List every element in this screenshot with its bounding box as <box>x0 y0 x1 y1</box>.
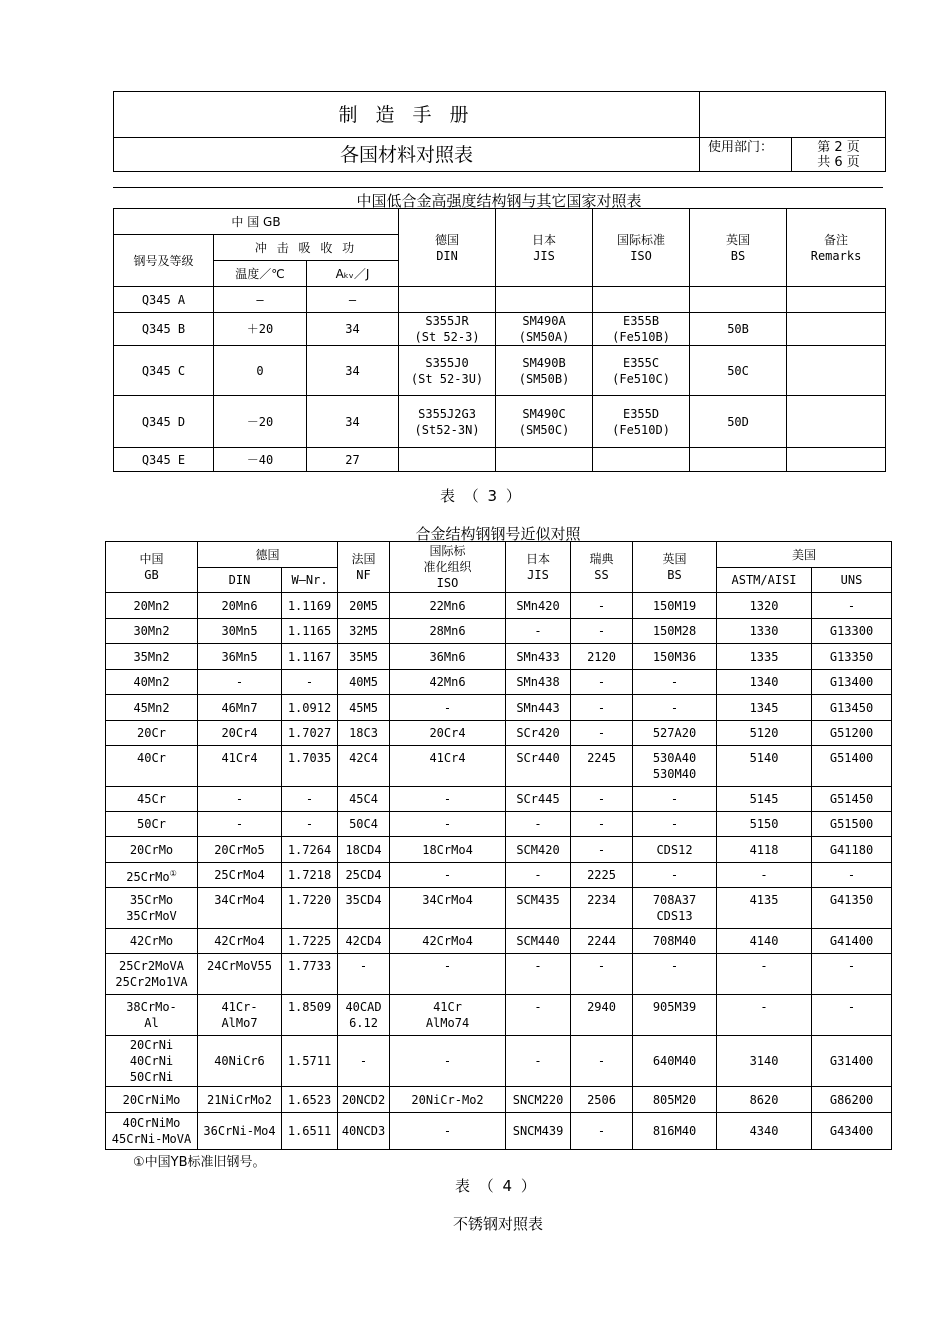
header-akv: Aₖᵥ／J <box>307 261 399 287</box>
footnote-marker: ① <box>169 868 177 878</box>
cell-uns: G31400 <box>812 1036 892 1087</box>
cell-uns: G13350 <box>812 644 892 670</box>
cell-iso: - <box>390 863 506 888</box>
cell-nf: 50C4 <box>338 812 390 837</box>
cell-bs: 50B <box>690 313 787 346</box>
cell-iso: - <box>390 1036 506 1087</box>
cell-w: 1.7027 <box>282 721 338 746</box>
cell-bs: 50C <box>690 346 787 396</box>
cell-ss: - <box>571 721 633 746</box>
table-row <box>106 593 892 619</box>
cell-gb: 42CrMo <box>106 929 198 954</box>
cell-ss: - <box>571 812 633 837</box>
cell-nf: 35M5 <box>338 644 390 670</box>
cell-iso: E355C (Fe510C) <box>593 346 690 396</box>
header-china-gb: 中 国 GB <box>114 209 399 235</box>
department-label: 使用部门： <box>700 138 792 172</box>
cell-temp: 0 <box>214 346 307 396</box>
cell-gb: 25CrMo① <box>106 863 198 888</box>
table-row <box>114 313 886 346</box>
cell-gb: 35Mn2 <box>106 644 198 670</box>
cell-bs: 905M39 <box>633 995 717 1036</box>
header-japan: 日本 JIS <box>506 542 571 593</box>
cell-uns: G13450 <box>812 695 892 721</box>
cell-bs <box>690 448 787 472</box>
cell-temp: ＋20 <box>214 313 307 346</box>
cell-din: S355J0 (St 52-3U) <box>399 346 496 396</box>
cell-w: 1.0912 <box>282 695 338 721</box>
header-astm: ASTM/AISI <box>717 568 812 593</box>
table-row <box>106 670 892 695</box>
cell-grade: Q345 D <box>114 396 214 448</box>
cell-ss: 2120 <box>571 644 633 670</box>
cell-din: 40NiCr6 <box>198 1036 282 1087</box>
cell-ss: 2225 <box>571 863 633 888</box>
cell-nf: 40M5 <box>338 670 390 695</box>
cell-nf: 25CD4 <box>338 863 390 888</box>
cell-jis: SCM440 <box>506 929 571 954</box>
table4-caption: 合金结构钢钢号近似对照 <box>415 525 581 543</box>
cell-jis: SMn443 <box>506 695 571 721</box>
cell-bs: 816M40 <box>633 1113 717 1150</box>
cell-ss: - <box>571 1036 633 1087</box>
cell-astm: 4340 <box>717 1113 812 1150</box>
cell-din: 30Mn5 <box>198 619 282 644</box>
cell-uns: G41400 <box>812 929 892 954</box>
cell-gb: 40Mn2 <box>106 670 198 695</box>
table-row <box>106 1087 892 1113</box>
header-rule <box>113 187 883 188</box>
cell-bs: 150M36 <box>633 644 717 670</box>
table-row <box>106 787 892 812</box>
header-uk: 英国 BS <box>633 542 717 593</box>
cell-jis: SNCM220 <box>506 1087 571 1113</box>
cell-grade: Q345 A <box>114 287 214 313</box>
cell-rem <box>787 448 886 472</box>
cell-w: - <box>282 670 338 695</box>
cell-din <box>399 287 496 313</box>
cell-jis: - <box>506 1036 571 1087</box>
cell-astm: 1330 <box>717 619 812 644</box>
cell-ss: - <box>571 954 633 995</box>
cell-bs: 530A40 530M40 <box>633 746 717 787</box>
table-row <box>114 287 886 313</box>
cell-bs: 708M40 <box>633 929 717 954</box>
header-uns: UNS <box>812 568 892 593</box>
document-header <box>113 91 886 172</box>
header-usa: 美国 <box>717 542 892 568</box>
cell-jis: SCr420 <box>506 721 571 746</box>
cell-din: 25CrMo4 <box>198 863 282 888</box>
cell-jis: SCr440 <box>506 746 571 787</box>
cell-astm: 4140 <box>717 929 812 954</box>
table-row <box>114 396 886 448</box>
cell-w: - <box>282 812 338 837</box>
cell-din <box>399 448 496 472</box>
cell-din: 36CrNi-Mo4 <box>198 1113 282 1150</box>
cell-gb: 20CrNi 40CrNi 50CrNi <box>106 1036 198 1087</box>
cell-w: 1.6523 <box>282 1087 338 1113</box>
table-row <box>106 888 892 929</box>
cell-jis: SCM435 <box>506 888 571 929</box>
cell-uns: G51200 <box>812 721 892 746</box>
cell-nf: - <box>338 954 390 995</box>
table-row <box>106 812 892 837</box>
cell-grade: Q345 E <box>114 448 214 472</box>
cell-din: - <box>198 670 282 695</box>
cell-jis: - <box>506 954 571 995</box>
cell-w: 1.7225 <box>282 929 338 954</box>
cell-bs: 640M40 <box>633 1036 717 1087</box>
cell-iso: E355B (Fe510B) <box>593 313 690 346</box>
cell-grade: Q345 C <box>114 346 214 396</box>
cell-nf: 45C4 <box>338 787 390 812</box>
cell-uns: G86200 <box>812 1087 892 1113</box>
cell-grade: Q345 B <box>114 313 214 346</box>
table-row <box>106 1036 892 1087</box>
header-sweden: 瑞典 SS <box>571 542 633 593</box>
cell-astm: 3140 <box>717 1036 812 1087</box>
header-temp: 温度／℃ <box>214 261 307 287</box>
table-row <box>106 746 892 787</box>
cell-astm: 1320 <box>717 593 812 619</box>
cell-bs: - <box>633 954 717 995</box>
cell-iso: 41Cr AlMo74 <box>390 995 506 1036</box>
table-row <box>106 721 892 746</box>
table-row <box>106 837 892 863</box>
cell-astm: 5150 <box>717 812 812 837</box>
table4-label: 表 （ 4 ） <box>455 1177 538 1195</box>
cell-jis: - <box>506 863 571 888</box>
cell-uns: - <box>812 995 892 1036</box>
cell-uns: G41180 <box>812 837 892 863</box>
table3 <box>113 208 886 472</box>
cell-bs: 708A37 CDS13 <box>633 888 717 929</box>
cell-din: S355J2G3 (St52-3N) <box>399 396 496 448</box>
cell-nf: - <box>338 1036 390 1087</box>
cell-nf: 40NCD3 <box>338 1113 390 1150</box>
cell-uns: - <box>812 954 892 995</box>
cell-jis: - <box>506 619 571 644</box>
cell-astm: 5140 <box>717 746 812 787</box>
header-germany: 德国 <box>198 542 338 568</box>
cell-bs: CDS12 <box>633 837 717 863</box>
cell-ss: - <box>571 837 633 863</box>
header-remarks: 备注 Remarks <box>787 209 886 287</box>
cell-bs: 527A20 <box>633 721 717 746</box>
cell-rem <box>787 287 886 313</box>
cell-nf: 40CAD 6.12 <box>338 995 390 1036</box>
cell-din: 36Mn5 <box>198 644 282 670</box>
cell-gb: 20CrMo <box>106 837 198 863</box>
cell-ss: 2245 <box>571 746 633 787</box>
footnote: ①中国YB标准旧钢号。 <box>133 1155 266 1170</box>
cell-uns: G51400 <box>812 746 892 787</box>
header-france: 法国 NF <box>338 542 390 593</box>
cell-jis: SM490B (SM50B) <box>496 346 593 396</box>
cell-bs: - <box>633 695 717 721</box>
cell-iso: 28Mn6 <box>390 619 506 644</box>
cell-ss: 2234 <box>571 888 633 929</box>
cell-astm: - <box>717 954 812 995</box>
cell-iso: 42Mn6 <box>390 670 506 695</box>
cell-jis: SCM420 <box>506 837 571 863</box>
cell-nf: 45M5 <box>338 695 390 721</box>
header-impact: 冲 击 吸 收 功 <box>214 235 399 261</box>
cell-temp: — <box>214 287 307 313</box>
header-germany: 德国 DIN <box>399 209 496 287</box>
cell-jis <box>496 287 593 313</box>
cell-temp: －40 <box>214 448 307 472</box>
cell-iso: - <box>390 1113 506 1150</box>
cell-din: 21NiCrMo2 <box>198 1087 282 1113</box>
header-iso: 国际标准 ISO <box>593 209 690 287</box>
cell-gb: 20CrNiMo <box>106 1087 198 1113</box>
cell-akv: 27 <box>307 448 399 472</box>
table-row <box>106 644 892 670</box>
table-row <box>114 448 886 472</box>
cell-ss: - <box>571 695 633 721</box>
cell-bs: 150M19 <box>633 593 717 619</box>
cell-din: S355JR (St 52-3) <box>399 313 496 346</box>
cell-nf: 32M5 <box>338 619 390 644</box>
cell-akv: — <box>307 287 399 313</box>
table3-caption: 中国低合金高强度结构钢与其它国家对照表 <box>356 192 642 210</box>
cell-nf: 18CD4 <box>338 837 390 863</box>
cell-akv: 34 <box>307 313 399 346</box>
cell-uns: G51500 <box>812 812 892 837</box>
cell-w: 1.7218 <box>282 863 338 888</box>
cell-nf: 18C3 <box>338 721 390 746</box>
cell-gb: 40CrNiMo 45CrNi-MoVA <box>106 1113 198 1150</box>
cell-din: 42CrMo4 <box>198 929 282 954</box>
cell-iso <box>593 448 690 472</box>
table-row <box>106 619 892 644</box>
cell-nf: 42C4 <box>338 746 390 787</box>
cell-jis: SMn438 <box>506 670 571 695</box>
cell-iso: - <box>390 787 506 812</box>
header-iso: 国际标 准化组织 ISO <box>390 542 506 593</box>
cell-ss: - <box>571 670 633 695</box>
cell-jis <box>496 448 593 472</box>
cell-gb: 40Cr <box>106 746 198 787</box>
table-row <box>106 695 892 721</box>
cell-astm: - <box>717 995 812 1036</box>
table-row <box>106 995 892 1036</box>
cell-iso: - <box>390 812 506 837</box>
cell-din: 34CrMo4 <box>198 888 282 929</box>
cell-bs: - <box>633 812 717 837</box>
cell-w: 1.1169 <box>282 593 338 619</box>
cell-w: 1.5711 <box>282 1036 338 1087</box>
cell-w: 1.8509 <box>282 995 338 1036</box>
cell-bs: - <box>633 670 717 695</box>
cell-iso: 34CrMo4 <box>390 888 506 929</box>
cell-astm: 8620 <box>717 1087 812 1113</box>
cell-astm: 5145 <box>717 787 812 812</box>
cell-w: 1.1165 <box>282 619 338 644</box>
cell-jis: - <box>506 995 571 1036</box>
cell-iso: 41Cr4 <box>390 746 506 787</box>
cell-jis: - <box>506 812 571 837</box>
cell-din: - <box>198 787 282 812</box>
cell-nf: 42CD4 <box>338 929 390 954</box>
cell-ss: 2506 <box>571 1087 633 1113</box>
cell-uns: G51450 <box>812 787 892 812</box>
table-row <box>114 346 886 396</box>
cell-rem <box>787 346 886 396</box>
page-counter: 第 2 页 共 6 页 <box>792 138 886 172</box>
cell-akv: 34 <box>307 346 399 396</box>
cell-nf: 35CD4 <box>338 888 390 929</box>
document-subtitle: 各国材料对照表 <box>114 138 700 172</box>
cell-gb: 38CrMo- Al <box>106 995 198 1036</box>
manual-title: 制 造 手 册 <box>114 92 700 138</box>
table-row <box>106 954 892 995</box>
cell-astm: 4118 <box>717 837 812 863</box>
cell-uns: - <box>812 593 892 619</box>
cell-w: 1.7733 <box>282 954 338 995</box>
cell-ss: - <box>571 787 633 812</box>
cell-gb: 20Cr <box>106 721 198 746</box>
cell-iso: E355D (Fe510D) <box>593 396 690 448</box>
cell-din: 24CrMoV55 <box>198 954 282 995</box>
cell-ss: 2940 <box>571 995 633 1036</box>
cell-astm: 1335 <box>717 644 812 670</box>
cell-gb: 35CrMo 35CrMoV <box>106 888 198 929</box>
header-grade: 钢号及等级 <box>114 235 214 287</box>
cell-bs <box>690 287 787 313</box>
cell-w: 1.7220 <box>282 888 338 929</box>
cell-w: - <box>282 787 338 812</box>
header-wnr: W—Nr. <box>282 568 338 593</box>
table-row <box>106 929 892 954</box>
cell-uns: G13400 <box>812 670 892 695</box>
header-china: 中国 GB <box>106 542 198 593</box>
cell-w: 1.7264 <box>282 837 338 863</box>
cell-astm: 1345 <box>717 695 812 721</box>
cell-din: 41Cr- AlMo7 <box>198 995 282 1036</box>
cell-din: 20Cr4 <box>198 721 282 746</box>
cell-jis: SM490A (SM50A) <box>496 313 593 346</box>
cell-iso <box>593 287 690 313</box>
cell-iso: 20Cr4 <box>390 721 506 746</box>
cell-w: 1.1167 <box>282 644 338 670</box>
cell-din: 20Mn6 <box>198 593 282 619</box>
cell-ss: - <box>571 593 633 619</box>
cell-iso: 22Mn6 <box>390 593 506 619</box>
cell-gb: 45Cr <box>106 787 198 812</box>
cell-w: 1.7035 <box>282 746 338 787</box>
table-row <box>106 863 892 888</box>
cell-gb: 30Mn2 <box>106 619 198 644</box>
cell-bs: 50D <box>690 396 787 448</box>
cell-iso: 36Mn6 <box>390 644 506 670</box>
cell-bs: 150M28 <box>633 619 717 644</box>
cell-jis: SMn420 <box>506 593 571 619</box>
cell-iso: 42CrMo4 <box>390 929 506 954</box>
cell-din: 20CrMo5 <box>198 837 282 863</box>
cell-din: - <box>198 812 282 837</box>
header-din: DIN <box>198 568 282 593</box>
cell-astm: 5120 <box>717 721 812 746</box>
cell-gb: 50Cr <box>106 812 198 837</box>
cell-iso: 18CrMo4 <box>390 837 506 863</box>
cell-bs: - <box>633 787 717 812</box>
cell-astm: 4135 <box>717 888 812 929</box>
next-table-caption: 不锈钢对照表 <box>452 1215 543 1233</box>
cell-bs: 805M20 <box>633 1087 717 1113</box>
cell-iso: - <box>390 695 506 721</box>
cell-astm: 1340 <box>717 670 812 695</box>
cell-iso: - <box>390 954 506 995</box>
table-row <box>106 1113 892 1150</box>
cell-temp: －20 <box>214 396 307 448</box>
cell-akv: 34 <box>307 396 399 448</box>
cell-uns: - <box>812 863 892 888</box>
cell-bs: - <box>633 863 717 888</box>
header-uk: 英国 BS <box>690 209 787 287</box>
cell-iso: 20NiCr-Mo2 <box>390 1087 506 1113</box>
cell-jis: SMn433 <box>506 644 571 670</box>
cell-jis: SNCM439 <box>506 1113 571 1150</box>
cell-din: 41Cr4 <box>198 746 282 787</box>
cell-ss: - <box>571 619 633 644</box>
cell-gb: 20Mn2 <box>106 593 198 619</box>
cell-nf: 20NCD2 <box>338 1087 390 1113</box>
cell-nf: 20M5 <box>338 593 390 619</box>
cell-jis: SCr445 <box>506 787 571 812</box>
cell-gb: 25Cr2MoVA 25Cr2Mo1VA <box>106 954 198 995</box>
table3-label: 表 （ 3 ） <box>440 487 523 505</box>
cell-uns: G13300 <box>812 619 892 644</box>
cell-rem <box>787 313 886 346</box>
cell-uns: G41350 <box>812 888 892 929</box>
cell-ss: 2244 <box>571 929 633 954</box>
cell-astm: - <box>717 863 812 888</box>
cell-rem <box>787 396 886 448</box>
cell-uns: G43400 <box>812 1113 892 1150</box>
cell-w: 1.6511 <box>282 1113 338 1150</box>
header-japan: 日本 JIS <box>496 209 593 287</box>
cell-din: 46Mn7 <box>198 695 282 721</box>
table4 <box>105 541 892 1150</box>
cell-gb: 45Mn2 <box>106 695 198 721</box>
cell-ss: - <box>571 1113 633 1150</box>
cell-jis: SM490C (SM50C) <box>496 396 593 448</box>
